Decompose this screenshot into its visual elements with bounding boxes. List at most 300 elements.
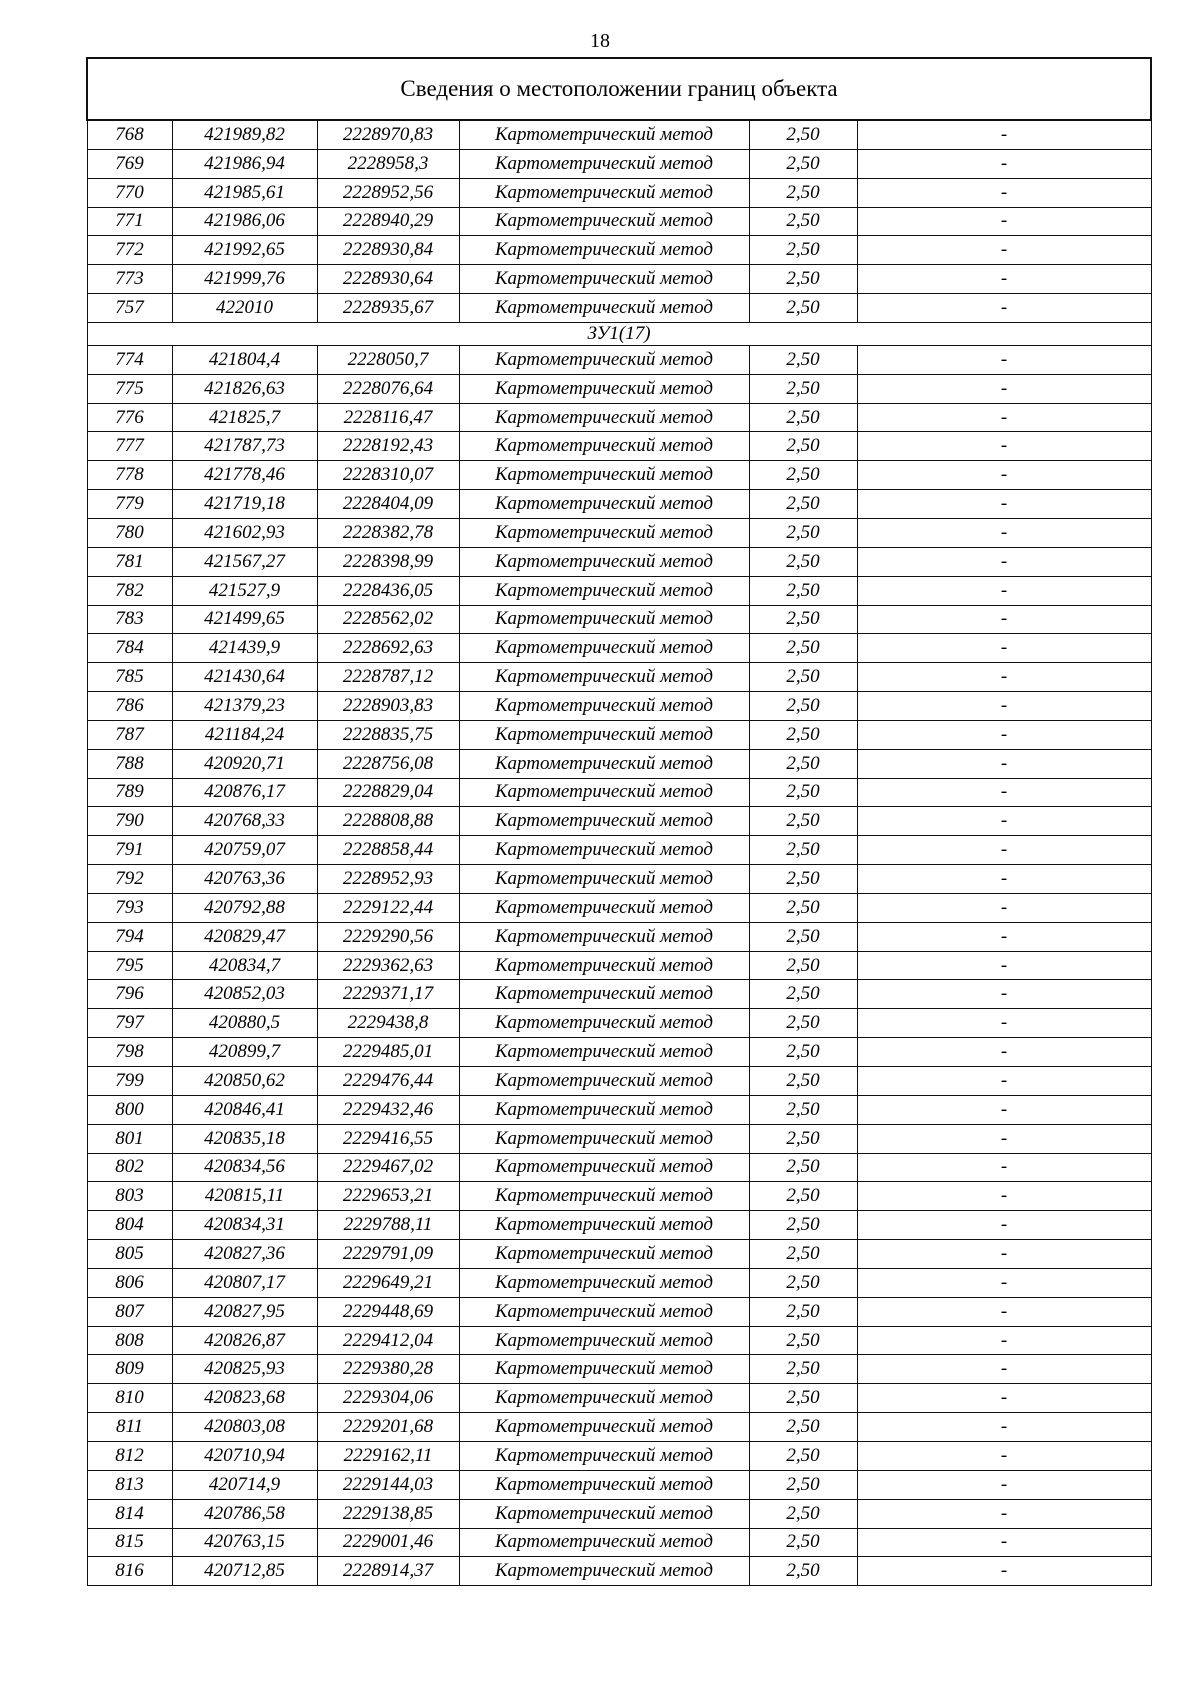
accuracy-cell: 2,50	[749, 1067, 857, 1096]
y-coordinate-cell: 2229138,85	[317, 1499, 459, 1528]
point-number-cell: 757	[87, 294, 172, 323]
description-cell: -	[857, 634, 1151, 663]
table-row	[87, 374, 1151, 403]
table-row	[87, 1384, 1151, 1413]
point-number-cell: 777	[87, 432, 172, 461]
accuracy-cell: 2,50	[749, 663, 857, 692]
table-row	[87, 1240, 1151, 1269]
method-cell: Картометрический метод	[459, 207, 749, 236]
description-cell: -	[857, 1326, 1151, 1355]
description-cell: -	[857, 207, 1151, 236]
point-number-cell: 792	[87, 865, 172, 894]
method-cell: Картометрический метод	[459, 1095, 749, 1124]
x-coordinate-cell: 420835,18	[172, 1124, 317, 1153]
x-coordinate-cell: 421826,63	[172, 374, 317, 403]
description-cell: -	[857, 749, 1151, 778]
x-coordinate-cell: 420850,62	[172, 1067, 317, 1096]
description-cell: -	[857, 1384, 1151, 1413]
description-cell: -	[857, 778, 1151, 807]
table-row	[87, 836, 1151, 865]
accuracy-cell: 2,50	[749, 461, 857, 490]
x-coordinate-cell: 421804,4	[172, 345, 317, 374]
point-number-cell: 789	[87, 778, 172, 807]
description-cell: -	[857, 1211, 1151, 1240]
table-title-row	[87, 58, 1151, 120]
y-coordinate-cell: 2229438,8	[317, 1009, 459, 1038]
accuracy-cell: 2,50	[749, 749, 857, 778]
accuracy-cell: 2,50	[749, 1211, 857, 1240]
point-number-cell: 774	[87, 345, 172, 374]
y-coordinate-cell: 2229380,28	[317, 1355, 459, 1384]
description-cell: -	[857, 1124, 1151, 1153]
y-coordinate-cell: 2229122,44	[317, 893, 459, 922]
description-cell: -	[857, 1067, 1151, 1096]
description-cell: -	[857, 576, 1151, 605]
description-cell: -	[857, 345, 1151, 374]
point-number-cell: 813	[87, 1470, 172, 1499]
method-cell: Картометрический метод	[459, 1009, 749, 1038]
accuracy-cell: 2,50	[749, 807, 857, 836]
x-coordinate-cell: 420834,7	[172, 951, 317, 980]
point-number-cell: 773	[87, 265, 172, 294]
x-coordinate-cell: 420710,94	[172, 1441, 317, 1470]
method-cell: Картометрический метод	[459, 1326, 749, 1355]
accuracy-cell: 2,50	[749, 778, 857, 807]
y-coordinate-cell: 2229476,44	[317, 1067, 459, 1096]
table-row	[87, 1326, 1151, 1355]
accuracy-cell: 2,50	[749, 1038, 857, 1067]
accuracy-cell: 2,50	[749, 692, 857, 721]
accuracy-cell: 2,50	[749, 265, 857, 294]
point-number-cell: 776	[87, 403, 172, 432]
method-cell: Картометрический метод	[459, 1528, 749, 1557]
x-coordinate-cell: 421439,9	[172, 634, 317, 663]
description-cell: -	[857, 1355, 1151, 1384]
table-row	[87, 547, 1151, 576]
description-cell: -	[857, 1268, 1151, 1297]
method-cell: Картометрический метод	[459, 265, 749, 294]
x-coordinate-cell: 420759,07	[172, 836, 317, 865]
y-coordinate-cell: 2228930,84	[317, 236, 459, 265]
x-coordinate-cell: 422010	[172, 294, 317, 323]
description-cell: -	[857, 692, 1151, 721]
accuracy-cell: 2,50	[749, 1182, 857, 1211]
table-row	[87, 663, 1151, 692]
accuracy-cell: 2,50	[749, 518, 857, 547]
accuracy-cell: 2,50	[749, 1557, 857, 1586]
x-coordinate-cell: 420807,17	[172, 1268, 317, 1297]
y-coordinate-cell: 2229432,46	[317, 1095, 459, 1124]
y-coordinate-cell: 2228787,12	[317, 663, 459, 692]
y-coordinate-cell: 2228116,47	[317, 403, 459, 432]
description-cell: -	[857, 374, 1151, 403]
description-cell: -	[857, 893, 1151, 922]
table-row	[87, 1528, 1151, 1557]
table-row	[87, 576, 1151, 605]
point-number-cell: 795	[87, 951, 172, 980]
method-cell: Картометрический метод	[459, 1297, 749, 1326]
accuracy-cell: 2,50	[749, 1124, 857, 1153]
method-cell: Картометрический метод	[459, 403, 749, 432]
accuracy-cell: 2,50	[749, 547, 857, 576]
description-cell: -	[857, 461, 1151, 490]
x-coordinate-cell: 420763,36	[172, 865, 317, 894]
point-number-cell: 801	[87, 1124, 172, 1153]
description-cell: -	[857, 1240, 1151, 1269]
x-coordinate-cell: 421379,23	[172, 692, 317, 721]
method-cell: Картометрический метод	[459, 149, 749, 178]
point-number-cell: 788	[87, 749, 172, 778]
table-row	[87, 490, 1151, 519]
description-cell: -	[857, 1441, 1151, 1470]
table-row	[87, 1038, 1151, 1067]
point-number-cell: 815	[87, 1528, 172, 1557]
point-number-cell: 811	[87, 1413, 172, 1442]
accuracy-cell: 2,50	[749, 1413, 857, 1442]
point-number-cell: 782	[87, 576, 172, 605]
table-row	[87, 1413, 1151, 1442]
point-number-cell: 770	[87, 178, 172, 207]
accuracy-cell: 2,50	[749, 980, 857, 1009]
method-cell: Картометрический метод	[459, 605, 749, 634]
table-row	[87, 403, 1151, 432]
description-cell: -	[857, 720, 1151, 749]
y-coordinate-cell: 2229788,11	[317, 1211, 459, 1240]
description-cell: -	[857, 951, 1151, 980]
description-cell: -	[857, 1470, 1151, 1499]
x-coordinate-cell: 420712,85	[172, 1557, 317, 1586]
table-row	[87, 1211, 1151, 1240]
table-row	[87, 1499, 1151, 1528]
point-number-cell: 786	[87, 692, 172, 721]
point-number-cell: 800	[87, 1095, 172, 1124]
table-row	[87, 951, 1151, 980]
y-coordinate-cell: 2228935,67	[317, 294, 459, 323]
table-row	[87, 178, 1151, 207]
description-cell: -	[857, 980, 1151, 1009]
method-cell: Картометрический метод	[459, 1413, 749, 1442]
y-coordinate-cell: 2228076,64	[317, 374, 459, 403]
method-cell: Картометрический метод	[459, 1557, 749, 1586]
page-number: 18	[590, 30, 610, 52]
table-row	[87, 720, 1151, 749]
table-row	[87, 893, 1151, 922]
y-coordinate-cell: 2229144,03	[317, 1470, 459, 1499]
table-row	[87, 1009, 1151, 1038]
accuracy-cell: 2,50	[749, 1153, 857, 1182]
accuracy-cell: 2,50	[749, 207, 857, 236]
method-cell: Картометрический метод	[459, 692, 749, 721]
method-cell: Картометрический метод	[459, 432, 749, 461]
accuracy-cell: 2,50	[749, 403, 857, 432]
description-cell: -	[857, 663, 1151, 692]
y-coordinate-cell: 2229412,04	[317, 1326, 459, 1355]
y-coordinate-cell: 2229290,56	[317, 922, 459, 951]
point-number-cell: 791	[87, 836, 172, 865]
x-coordinate-cell: 420829,47	[172, 922, 317, 951]
table-row	[87, 207, 1151, 236]
method-cell: Картометрический метод	[459, 461, 749, 490]
x-coordinate-cell: 421985,61	[172, 178, 317, 207]
table-row	[87, 1557, 1151, 1586]
table-row	[87, 634, 1151, 663]
method-cell: Картометрический метод	[459, 1384, 749, 1413]
description-cell: -	[857, 490, 1151, 519]
method-cell: Картометрический метод	[459, 1441, 749, 1470]
method-cell: Картометрический метод	[459, 345, 749, 374]
accuracy-cell: 2,50	[749, 634, 857, 663]
y-coordinate-cell: 2228808,88	[317, 807, 459, 836]
point-number-cell: 810	[87, 1384, 172, 1413]
method-cell: Картометрический метод	[459, 1038, 749, 1067]
accuracy-cell: 2,50	[749, 374, 857, 403]
method-cell: Картометрический метод	[459, 1268, 749, 1297]
point-number-cell: 787	[87, 720, 172, 749]
point-number-cell: 769	[87, 149, 172, 178]
y-coordinate-cell: 2229791,09	[317, 1240, 459, 1269]
point-number-cell: 814	[87, 1499, 172, 1528]
method-cell: Картометрический метод	[459, 865, 749, 894]
point-number-cell: 799	[87, 1067, 172, 1096]
point-number-cell: 809	[87, 1355, 172, 1384]
point-number-cell: 797	[87, 1009, 172, 1038]
description-cell: -	[857, 1182, 1151, 1211]
x-coordinate-cell: 420768,33	[172, 807, 317, 836]
y-coordinate-cell: 2228398,99	[317, 547, 459, 576]
x-coordinate-cell: 420763,15	[172, 1528, 317, 1557]
y-coordinate-cell: 2228192,43	[317, 432, 459, 461]
method-cell: Картометрический метод	[459, 576, 749, 605]
method-cell: Картометрический метод	[459, 1211, 749, 1240]
description-cell: -	[857, 1528, 1151, 1557]
accuracy-cell: 2,50	[749, 345, 857, 374]
method-cell: Картометрический метод	[459, 1499, 749, 1528]
x-coordinate-cell: 420834,31	[172, 1211, 317, 1240]
accuracy-cell: 2,50	[749, 605, 857, 634]
x-coordinate-cell: 420920,71	[172, 749, 317, 778]
method-cell: Картометрический метод	[459, 518, 749, 547]
table-row	[87, 120, 1151, 149]
point-number-cell: 779	[87, 490, 172, 519]
point-number-cell: 816	[87, 1557, 172, 1586]
table-row	[87, 1355, 1151, 1384]
x-coordinate-cell: 421989,82	[172, 120, 317, 149]
table-row	[87, 692, 1151, 721]
description-cell: -	[857, 149, 1151, 178]
x-coordinate-cell: 421825,7	[172, 403, 317, 432]
point-number-cell: 771	[87, 207, 172, 236]
accuracy-cell: 2,50	[749, 1528, 857, 1557]
point-number-cell: 812	[87, 1441, 172, 1470]
description-cell: -	[857, 1009, 1151, 1038]
y-coordinate-cell: 2228940,29	[317, 207, 459, 236]
method-cell: Картометрический метод	[459, 490, 749, 519]
point-number-cell: 796	[87, 980, 172, 1009]
point-number-cell: 794	[87, 922, 172, 951]
x-coordinate-cell: 420826,87	[172, 1326, 317, 1355]
boundary-coordinates-table	[86, 57, 1152, 1586]
point-number-cell: 807	[87, 1297, 172, 1326]
y-coordinate-cell: 2229201,68	[317, 1413, 459, 1442]
method-cell: Картометрический метод	[459, 807, 749, 836]
y-coordinate-cell: 2228903,83	[317, 692, 459, 721]
method-cell: Картометрический метод	[459, 634, 749, 663]
description-cell: -	[857, 403, 1151, 432]
accuracy-cell: 2,50	[749, 720, 857, 749]
accuracy-cell: 2,50	[749, 1470, 857, 1499]
point-number-cell: 781	[87, 547, 172, 576]
description-cell: -	[857, 265, 1151, 294]
point-number-cell: 768	[87, 120, 172, 149]
description-cell: -	[857, 294, 1151, 323]
description-cell: -	[857, 1297, 1151, 1326]
y-coordinate-cell: 2228952,56	[317, 178, 459, 207]
table-row	[87, 265, 1151, 294]
accuracy-cell: 2,50	[749, 922, 857, 951]
point-number-cell: 772	[87, 236, 172, 265]
point-number-cell: 808	[87, 1326, 172, 1355]
y-coordinate-cell: 2228404,09	[317, 490, 459, 519]
description-cell: -	[857, 922, 1151, 951]
accuracy-cell: 2,50	[749, 865, 857, 894]
method-cell: Картометрический метод	[459, 922, 749, 951]
description-cell: -	[857, 1413, 1151, 1442]
x-coordinate-cell: 420823,68	[172, 1384, 317, 1413]
point-number-cell: 803	[87, 1182, 172, 1211]
x-coordinate-cell: 421602,93	[172, 518, 317, 547]
method-cell: Картометрический метод	[459, 120, 749, 149]
description-cell: -	[857, 236, 1151, 265]
table-row	[87, 778, 1151, 807]
x-coordinate-cell: 421719,18	[172, 490, 317, 519]
x-coordinate-cell: 420899,7	[172, 1038, 317, 1067]
x-coordinate-cell: 421986,06	[172, 207, 317, 236]
y-coordinate-cell: 2229649,21	[317, 1268, 459, 1297]
x-coordinate-cell: 421986,94	[172, 149, 317, 178]
accuracy-cell: 2,50	[749, 1384, 857, 1413]
method-cell: Картометрический метод	[459, 178, 749, 207]
y-coordinate-cell: 2229448,69	[317, 1297, 459, 1326]
point-number-cell: 790	[87, 807, 172, 836]
x-coordinate-cell: 420834,56	[172, 1153, 317, 1182]
accuracy-cell: 2,50	[749, 1355, 857, 1384]
description-cell: -	[857, 865, 1151, 894]
method-cell: Картометрический метод	[459, 294, 749, 323]
table-row	[87, 749, 1151, 778]
description-cell: -	[857, 547, 1151, 576]
accuracy-cell: 2,50	[749, 893, 857, 922]
x-coordinate-cell: 420825,93	[172, 1355, 317, 1384]
accuracy-cell: 2,50	[749, 1240, 857, 1269]
x-coordinate-cell: 420846,41	[172, 1095, 317, 1124]
accuracy-cell: 2,50	[749, 1268, 857, 1297]
method-cell: Картометрический метод	[459, 236, 749, 265]
x-coordinate-cell: 421499,65	[172, 605, 317, 634]
y-coordinate-cell: 2229485,01	[317, 1038, 459, 1067]
y-coordinate-cell: 2228756,08	[317, 749, 459, 778]
y-coordinate-cell: 2229362,63	[317, 951, 459, 980]
method-cell: Картометрический метод	[459, 547, 749, 576]
description-cell: -	[857, 1095, 1151, 1124]
description-cell: -	[857, 605, 1151, 634]
table-row	[87, 807, 1151, 836]
method-cell: Картометрический метод	[459, 1355, 749, 1384]
method-cell: Картометрический метод	[459, 778, 749, 807]
x-coordinate-cell: 420852,03	[172, 980, 317, 1009]
description-cell: -	[857, 178, 1151, 207]
accuracy-cell: 2,50	[749, 294, 857, 323]
accuracy-cell: 2,50	[749, 951, 857, 980]
method-cell: Картометрический метод	[459, 1153, 749, 1182]
table-row	[87, 294, 1151, 323]
table-row	[87, 461, 1151, 490]
description-cell: -	[857, 1499, 1151, 1528]
accuracy-cell: 2,50	[749, 1095, 857, 1124]
table-row	[87, 236, 1151, 265]
y-coordinate-cell: 2228382,78	[317, 518, 459, 547]
x-coordinate-cell: 421778,46	[172, 461, 317, 490]
y-coordinate-cell: 2228930,64	[317, 265, 459, 294]
x-coordinate-cell: 421787,73	[172, 432, 317, 461]
point-number-cell: 783	[87, 605, 172, 634]
point-number-cell: 784	[87, 634, 172, 663]
accuracy-cell: 2,50	[749, 432, 857, 461]
table-body	[87, 58, 1151, 1586]
y-coordinate-cell: 2229653,21	[317, 1182, 459, 1211]
y-coordinate-cell: 2228952,93	[317, 865, 459, 894]
method-cell: Картометрический метод	[459, 951, 749, 980]
table-row	[87, 605, 1151, 634]
accuracy-cell: 2,50	[749, 236, 857, 265]
method-cell: Картометрический метод	[459, 980, 749, 1009]
table-title: Сведения о местоположении границ объекта	[87, 58, 1151, 120]
description-cell: -	[857, 518, 1151, 547]
x-coordinate-cell: 420876,17	[172, 778, 317, 807]
x-coordinate-cell: 421567,27	[172, 547, 317, 576]
y-coordinate-cell: 2228829,04	[317, 778, 459, 807]
accuracy-cell: 2,50	[749, 1009, 857, 1038]
table-row	[87, 922, 1151, 951]
y-coordinate-cell: 2229416,55	[317, 1124, 459, 1153]
table-row	[87, 865, 1151, 894]
table-row	[87, 345, 1151, 374]
section-label: ЗУ1(17)	[87, 322, 1151, 345]
table-row	[87, 1067, 1151, 1096]
table-row	[87, 1153, 1151, 1182]
x-coordinate-cell: 421184,24	[172, 720, 317, 749]
y-coordinate-cell: 2229001,46	[317, 1528, 459, 1557]
accuracy-cell: 2,50	[749, 1297, 857, 1326]
accuracy-cell: 2,50	[749, 836, 857, 865]
method-cell: Картометрический метод	[459, 1240, 749, 1269]
x-coordinate-cell: 420786,58	[172, 1499, 317, 1528]
table-row	[87, 1441, 1151, 1470]
x-coordinate-cell: 420815,11	[172, 1182, 317, 1211]
point-number-cell: 805	[87, 1240, 172, 1269]
table-row	[87, 518, 1151, 547]
table-row	[87, 149, 1151, 178]
accuracy-cell: 2,50	[749, 1499, 857, 1528]
accuracy-cell: 2,50	[749, 576, 857, 605]
table-row	[87, 980, 1151, 1009]
point-number-cell: 806	[87, 1268, 172, 1297]
y-coordinate-cell: 2228436,05	[317, 576, 459, 605]
point-number-cell: 780	[87, 518, 172, 547]
x-coordinate-cell: 421999,76	[172, 265, 317, 294]
description-cell: -	[857, 1153, 1151, 1182]
x-coordinate-cell: 421430,64	[172, 663, 317, 692]
method-cell: Картометрический метод	[459, 836, 749, 865]
